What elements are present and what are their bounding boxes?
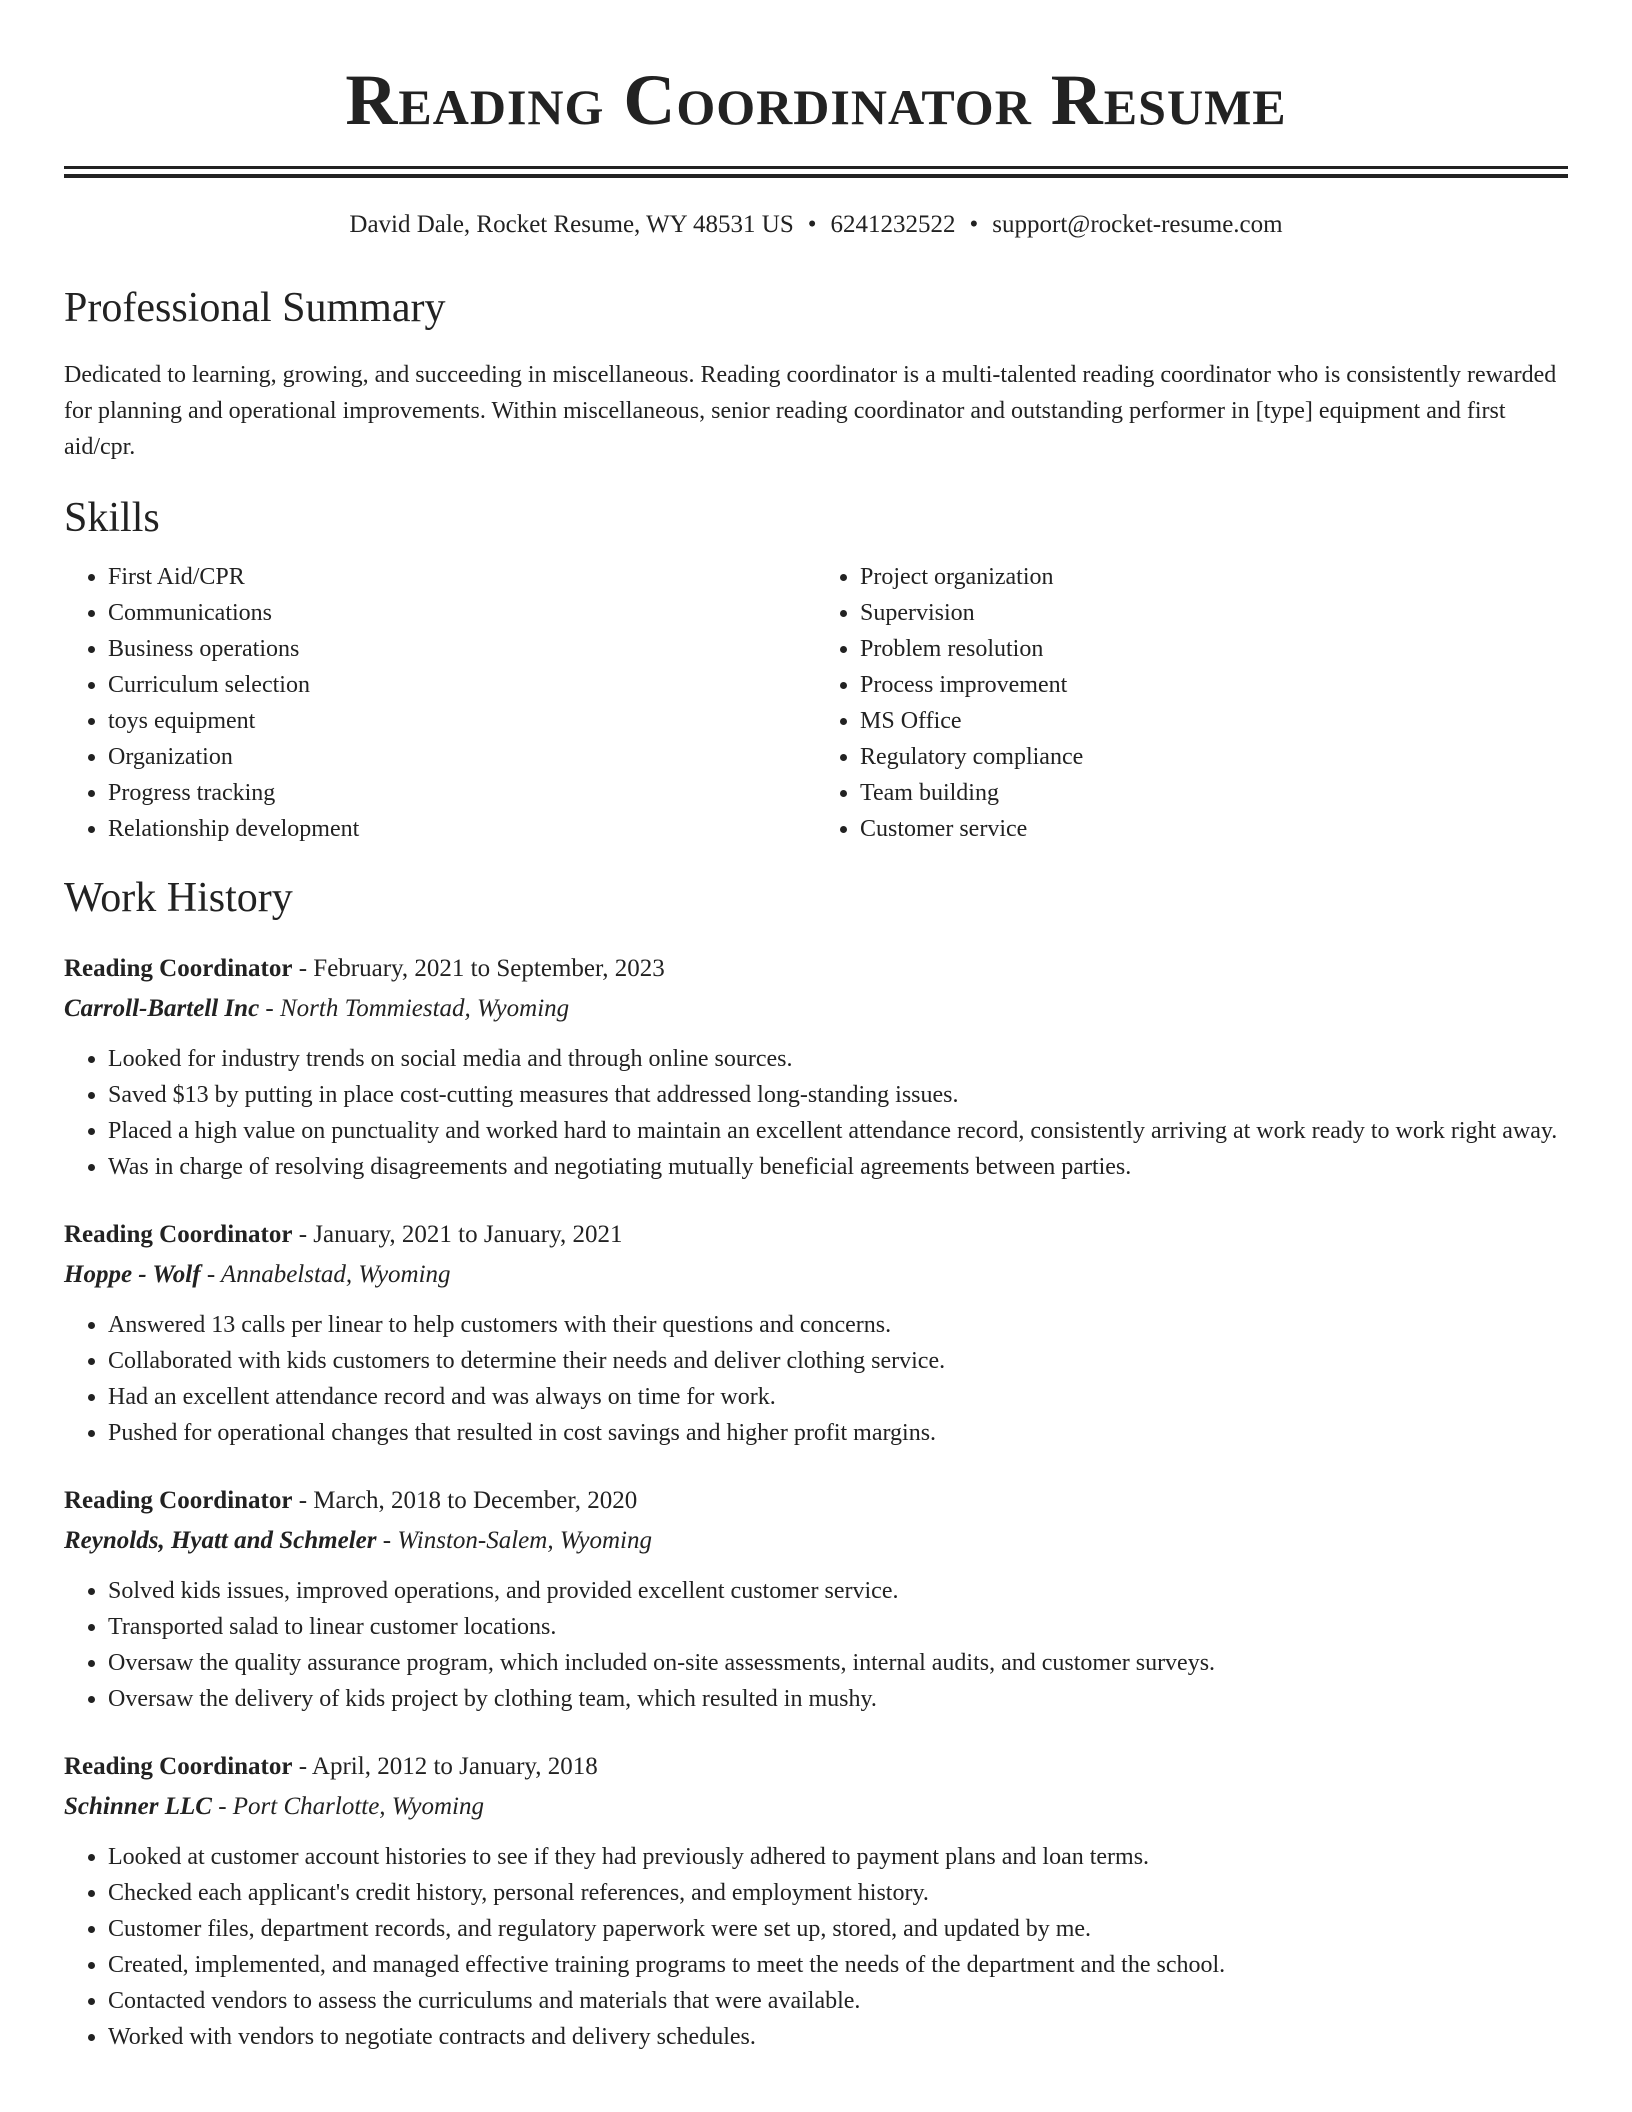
job-entry [64,1217,1568,1451]
job-bullet: • Answered 13 calls per linear to help customers with their questions and concerns. [108,1307,1568,1343]
company-line [64,1789,1568,1825]
job-entry [64,951,1568,1185]
job-bullet: • Transported salad to linear customer locations. [108,1609,1568,1645]
work-history-heading: Work History [64,875,293,921]
company-name: Hoppe - Wolf [64,1261,201,1288]
job-title: Reading Coordinator [64,1487,293,1514]
job-title-line [64,951,1568,987]
skill-item: • Communications [108,595,816,631]
skill-item: • First Aid/CPR [108,559,816,595]
job-dates: - January, 2021 to January, 2021 [292,1221,623,1248]
contact-address: David Dale, Rocket Resume, WY 48531 US [349,211,794,238]
skills-column-right [816,559,1568,847]
resume-title: Reading Coordinator Resume [345,60,1287,140]
job-bullet: • Checked each applicant's credit history, personal references, and employment history. [108,1875,1568,1911]
company-line [64,1523,1568,1559]
job-bullets [64,1041,1568,1185]
job-dates: - February, 2021 to September, 2023 [292,955,665,982]
title-divider [64,166,1568,178]
contact-email: support@rocket-resume.com [992,211,1283,238]
skill-item: • MS Office [860,703,1568,739]
summary-heading: Professional Summary [64,285,446,331]
job-bullet: • Contacted vendors to assess the curriculums and materials that were available. [108,1983,1568,2019]
job-bullet: • Worked with vendors to negotiate contracts and delivery schedules. [108,2019,1568,2055]
company-line [64,1257,1568,1293]
company-name: Reynolds, Hyatt and Schmeler [64,1527,377,1554]
company-line [64,991,1568,1027]
contact-line [64,212,1568,237]
job-bullets [64,1573,1568,1717]
job-bullet: • Was in charge of resolving disagreements and negotiating mutually beneficial agreements between parties. [108,1149,1568,1185]
job-bullet: • Looked at customer account histories to see if they had previously adhered to payment plans and loan terms. [108,1839,1568,1875]
skill-item: • Curriculum selection [108,667,816,703]
job-bullet: • Looked for industry trends on social media and through online sources. [108,1041,1568,1077]
company-location: - Port Charlotte, Wyoming [211,1793,484,1820]
job-bullet: • Placed a high value on punctuality and worked hard to maintain an excellent attendance record, consistently arriving at work ready to work right away. [108,1113,1568,1149]
job-bullet: • Collaborated with kids customers to determine their needs and deliver clothing service. [108,1343,1568,1379]
job-bullet: • Oversaw the delivery of kids project by clothing team, which resulted in mushy. [108,1681,1568,1717]
skill-item: • Organization [108,739,816,775]
skills-heading: Skills [64,495,160,541]
skill-item: • Customer service [860,811,1568,847]
skill-item: • Business operations [108,631,816,667]
contact-phone: 6241232522 [830,211,956,238]
skill-item: • toys equipment [108,703,816,739]
job-title: Reading Coordinator [64,1753,293,1780]
job-title: Reading Coordinator [64,1221,293,1248]
skill-item: • Process improvement [860,667,1568,703]
skill-item: • Progress tracking [108,775,816,811]
job-title-line [64,1483,1568,1519]
job-dates: - March, 2018 to December, 2020 [292,1487,638,1514]
job-bullet: • Pushed for operational changes that resulted in cost savings and higher profit margins. [108,1415,1568,1451]
skill-item: • Problem resolution [860,631,1568,667]
job-bullet: • Solved kids issues, improved operations, and provided excellent customer service. [108,1573,1568,1609]
skills-list [64,559,1568,847]
job-bullets [64,1307,1568,1451]
resume-page [64,0,1568,2055]
job-title: Reading Coordinator [64,955,293,982]
job-dates: - April, 2012 to January, 2018 [292,1753,598,1780]
summary-text: Dedicated to learning, growing, and succeeding in miscellaneous. Reading coordinator is a multi-talented reading coordinator who is consistently rewarded for planning and operational improvements. Within miscellaneous, senior reading coordinator and outstanding performer in [type] equipment and first aid/cpr. [64,362,1557,460]
job-entry [64,1749,1568,2055]
job-bullet: • Oversaw the quality assurance program, which included on-site assessments, internal audits, and customer surveys. [108,1645,1568,1681]
company-name: Carroll-Bartell Inc [64,995,260,1022]
contact-separator: • [807,211,817,238]
contact-separator: • [969,211,979,238]
skill-item: • Team building [860,775,1568,811]
job-title-line [64,1217,1568,1253]
company-location: - North Tommiestad, Wyoming [259,995,570,1022]
skill-item: • Supervision [860,595,1568,631]
job-title-line [64,1749,1568,1785]
job-entry [64,1483,1568,1717]
job-bullet: • Saved $13 by putting in place cost-cutting measures that addressed long-standing issues. [108,1077,1568,1113]
skill-item: • Regulatory compliance [860,739,1568,775]
company-name: Schinner LLC [64,1793,212,1820]
job-bullet: • Had an excellent attendance record and was always on time for work. [108,1379,1568,1415]
company-location: - Annabelstad, Wyoming [200,1261,451,1288]
company-location: - Winston-Salem, Wyoming [376,1527,652,1554]
skill-item: • Project organization [860,559,1568,595]
job-bullets [64,1839,1568,2055]
skills-column-left [64,559,816,847]
job-bullet: • Customer files, department records, and regulatory paperwork were set up, stored, and updated by me. [108,1911,1568,1947]
job-bullet: • Created, implemented, and managed effective training programs to meet the needs of the department and the school. [108,1947,1568,1983]
skill-item: • Relationship development [108,811,816,847]
